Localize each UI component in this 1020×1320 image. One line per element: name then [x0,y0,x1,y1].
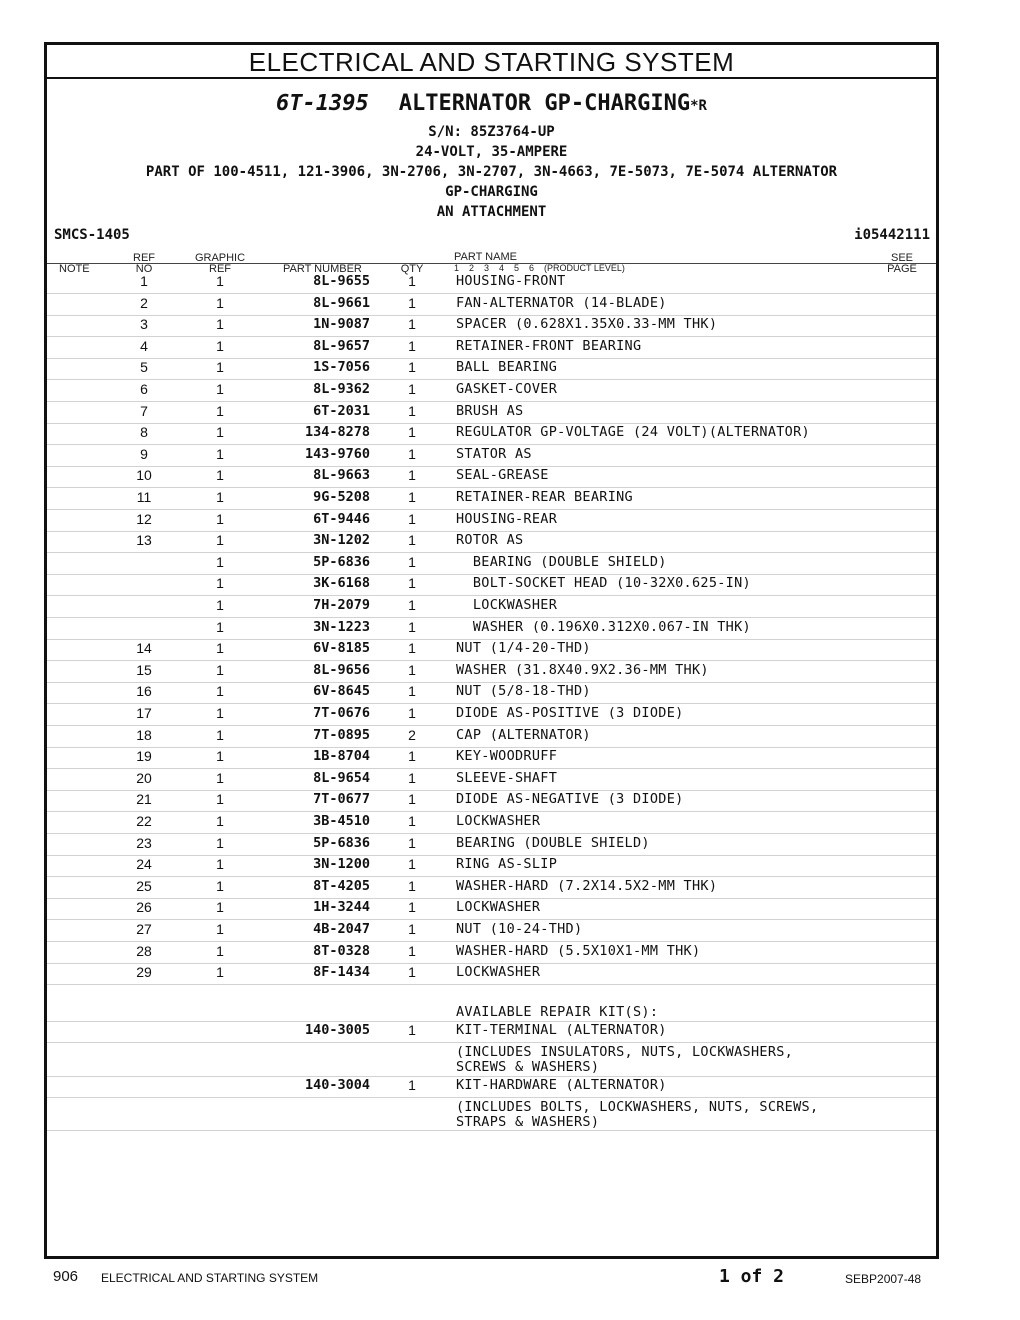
ref-number: 9 [140,445,148,462]
graphic-ref: 1 [216,424,224,441]
ref-number: 22 [136,813,152,829]
part-name: LOCKWASHER [456,964,541,981]
graphic-ref: 1 [216,748,224,765]
table-row [47,337,936,359]
serial-range: S/N: 85Z3764-UP [428,124,555,140]
graphic-ref: 1 [216,359,224,376]
attachment-note: AN ATTACHMENT [436,204,547,220]
part-number: 1N-9087 [313,316,370,333]
kit-part-number: 140-3005 [304,1022,370,1038]
part-number: 8L-9661 [313,294,370,311]
table-row [47,531,936,553]
part-name: BEARING (DOUBLE SHIELD) [456,553,667,570]
quantity: 1 [408,705,416,721]
ref-number: 1 [140,273,148,289]
section-title: ELECTRICAL AND STARTING SYSTEM [47,45,936,79]
header-rule [47,263,936,264]
kit-includes-line: (INCLUDES INSULATORS, NUTS, LOCKWASHERS, [456,1044,794,1060]
graphic-ref: 1 [216,705,224,721]
part-number: 7T-0676 [313,705,370,721]
quantity: 1 [408,964,416,981]
ref-number: 21 [136,791,152,808]
ref-number: 18 [136,726,152,743]
table-row [47,682,936,704]
quantity: 1 [408,445,416,462]
group-title-line [47,93,936,117]
part-name: SPACER (0.628X1.35X0.33-MM THK) [456,316,718,333]
part-name: SLEEVE-SHAFT [456,769,558,786]
graphic-ref: 1 [216,899,224,916]
repair-kit-row [47,1076,936,1098]
part-name: KEY-WOODRUFF [456,748,558,765]
part-name: LOCKWASHER [456,899,541,916]
graphic-ref: 1 [216,813,224,829]
repair-kit-includes [47,1043,936,1077]
kit-name: KIT-TERMINAL (ALTERNATOR) [456,1022,667,1038]
graphic-ref: 1 [216,597,224,613]
part-name: RETAINER-REAR BEARING [456,489,633,505]
ref-number: 3 [140,316,148,333]
table-row [47,596,936,618]
ref-number: 27 [136,921,152,937]
repair-kit-heading: AVAILABLE REPAIR KIT(S): [456,1004,659,1020]
part-name: NUT (5/8-18-THD) [456,683,591,700]
part-number: 143-9760 [304,445,370,462]
quantity: 1 [408,316,416,333]
kit-part-number: 140-3004 [304,1077,370,1093]
graphic-ref: 1 [216,575,224,592]
part-number: 6T-2031 [313,402,370,419]
part-name: BEARING (DOUBLE SHIELD) [456,834,650,851]
quantity: 1 [408,791,416,808]
ref-number: 7 [140,402,148,419]
quantity: 1 [408,424,416,441]
part-name: GASKET-COVER [456,381,558,397]
quantity: 1 [408,877,416,894]
part-number: 1S-7056 [313,359,370,376]
table-row [47,834,936,856]
quantity: 1 [408,553,416,570]
table-row [47,488,936,510]
table-row [47,553,936,575]
group-header [47,93,936,222]
part-name: REGULATOR GP-VOLTAGE (24 VOLT)(ALTERNATOR) [456,424,810,441]
table-row [47,661,936,683]
group-title-suffix: *R [690,98,707,114]
col-product-level: 1 2 3 4 5 6 (PRODUCT LEVEL) [454,263,625,273]
part-number: 4B-2047 [313,921,370,937]
quantity: 1 [408,337,416,354]
part-number: 3B-4510 [313,813,370,829]
col-graphic-top: GRAPHIC [194,252,246,264]
ref-number: 16 [136,683,152,700]
graphic-ref: 1 [216,791,224,808]
quantity: 1 [408,618,416,635]
part-number: 1H-3244 [313,899,370,916]
quantity: 1 [408,683,416,700]
part-name: WASHER-HARD (7.2X14.5X2-MM THK) [456,877,718,894]
table-row [47,294,936,316]
part-number: 7T-0895 [313,726,370,743]
table-row [47,769,936,791]
graphic-ref: 1 [216,316,224,333]
ref-number: 26 [136,899,152,916]
table-row [47,726,936,748]
quantity: 1 [408,532,416,549]
ref-number: 28 [136,942,152,959]
ref-number: 8 [140,424,148,441]
part-number: 6V-8185 [313,640,370,657]
kit-qty: 1 [408,1077,416,1093]
quantity: 2 [408,726,416,743]
page-number: 906 [53,1268,79,1285]
part-name: ROTOR AS [456,532,524,549]
table-row [47,639,936,661]
part-of-list: PART OF 100-4511, 121-3906, 3N-2706, 3N-2707, 3N-4663, 7E-5073, 7E-5074 ALTERNATOR [145,164,838,180]
table-row [47,574,936,596]
part-number: 8T-4205 [313,877,370,894]
col-ref-bottom: NO [135,263,153,275]
part-name: BRUSH AS [456,402,524,419]
quantity: 1 [408,921,416,937]
table-row [47,315,936,337]
part-number: 8L-9657 [313,337,370,354]
ref-number: 24 [136,856,152,873]
quantity: 1 [408,813,416,829]
col-note: NOTE [59,263,90,275]
graphic-ref: 1 [216,381,224,397]
graphic-ref: 1 [216,618,224,635]
part-name: STATOR AS [456,445,532,462]
part-name: RING AS-SLIP [456,856,558,873]
table-row [47,402,936,424]
part-number: 134-8278 [304,424,370,441]
col-part-number: PART NUMBER [283,263,362,275]
sheet-indicator: 1 of 2 [719,1266,785,1287]
graphic-ref: 1 [216,640,224,657]
part-of-list-continued: GP-CHARGING [445,184,538,200]
ref-number: 14 [136,640,152,657]
quantity: 1 [408,899,416,916]
table-row [47,380,936,402]
table-row [47,855,936,877]
ref-number: 11 [136,489,152,505]
graphic-ref: 1 [216,661,224,678]
table-row [47,618,936,640]
quantity: 1 [408,359,416,376]
graphic-ref: 1 [216,683,224,700]
table-row [47,423,936,445]
table-row [47,510,936,532]
part-number: 7H-2079 [313,597,370,613]
quantity: 1 [408,402,416,419]
kit-includes-line: (INCLUDES BOLTS, LOCKWASHERS, NUTS, SCREWS, [456,1099,819,1115]
part-number: 8L-9654 [313,769,370,786]
table-row [47,812,936,834]
graphic-ref: 1 [216,467,224,484]
graphic-ref: 1 [216,726,224,743]
col-see-top: SEE [890,252,913,264]
part-number: 9G-5208 [313,489,370,505]
part-number: 5P-6836 [313,553,370,570]
table-row [47,747,936,769]
part-number: 1B-8704 [313,748,370,765]
ref-number: 2 [140,294,148,311]
table-row [47,466,936,488]
table-row [47,445,936,467]
graphic-ref: 1 [216,769,224,786]
quantity: 1 [408,834,416,851]
part-name: WASHER-HARD (5.5X10X1-MM THK) [456,942,701,959]
ref-number: 12 [136,510,152,527]
table-row [47,963,936,985]
repair-kit-heading-row [47,989,936,1022]
quantity: 1 [408,467,416,484]
quantity: 1 [408,640,416,657]
graphic-ref: 1 [216,445,224,462]
part-number: 8L-9663 [313,467,370,484]
kit-qty: 1 [408,1022,416,1038]
graphic-ref: 1 [216,877,224,894]
group-part-number: 6T-1395 [276,91,369,116]
part-number: 3N-1200 [313,856,370,873]
rating: 24-VOLT, 35-AMPERE [415,144,568,160]
ref-number: 23 [136,834,152,851]
part-name: FAN-ALTERNATOR (14-BLADE) [456,294,667,311]
part-number: 8F-1434 [313,964,370,981]
part-number: 8L-9655 [313,273,370,289]
part-number: 8T-0328 [313,942,370,959]
quantity: 1 [408,381,416,397]
part-name: DIODE AS-POSITIVE (3 DIODE) [456,705,684,721]
quantity: 1 [408,942,416,959]
ref-number: 6 [140,381,148,397]
table-row [47,942,936,964]
quantity: 1 [408,273,416,289]
graphic-ref: 1 [216,510,224,527]
quantity: 1 [408,489,416,505]
parts-page-frame [44,42,939,1259]
part-name: WASHER (31.8X40.9X2.36-MM THK) [456,661,709,678]
part-name: BOLT-SOCKET HEAD (10-32X0.625-IN) [456,575,751,592]
ref-number: 29 [136,964,152,981]
ref-number: 5 [140,359,148,376]
ref-number: 25 [136,877,152,894]
part-name: NUT (1/4-20-THD) [456,640,591,657]
smcs-code: SMCS-1405 [54,227,130,243]
col-qty: QTY [400,263,424,275]
graphic-ref: 1 [216,856,224,873]
graphic-ref: 1 [216,921,224,937]
group-title: ALTERNATOR GP-CHARGING [398,91,691,116]
graphic-ref: 1 [216,834,224,851]
table-row [47,920,936,942]
part-number: 8L-9656 [313,661,370,678]
quantity: 1 [408,510,416,527]
graphic-ref: 1 [216,489,224,505]
col-graphic-bottom: REF [209,263,231,275]
quantity: 1 [408,575,416,592]
repair-kit-includes [47,1098,936,1131]
part-name: HOUSING-FRONT [456,273,566,289]
table-row [47,877,936,899]
quantity: 1 [408,294,416,311]
part-name: HOUSING-REAR [456,510,558,527]
part-number: 6V-8645 [313,683,370,700]
part-name: CAP (ALTERNATOR) [456,726,591,743]
part-name: RETAINER-FRONT BEARING [456,337,642,354]
footer-section: ELECTRICAL AND STARTING SYSTEM [101,1271,319,1285]
table-row [47,790,936,812]
graphic-ref: 1 [216,273,224,289]
quantity: 1 [408,856,416,873]
part-name: LOCKWASHER [456,597,558,613]
repair-kit-row [47,1021,936,1043]
part-number: 8L-9362 [313,381,370,397]
part-number: 3N-1223 [313,618,370,635]
part-number: 7T-0677 [313,791,370,808]
graphic-ref: 1 [216,337,224,354]
part-number: 5P-6836 [313,834,370,851]
quantity: 1 [408,748,416,765]
quantity: 1 [408,661,416,678]
ref-number: 4 [140,337,148,354]
ref-number: 20 [136,769,152,786]
ref-number: 19 [136,748,152,765]
graphic-ref: 1 [216,402,224,419]
part-number: 6T-9446 [313,510,370,527]
kit-includes-line: SCREWS & WASHERS) [456,1059,600,1075]
ref-number: 15 [136,661,152,678]
kit-includes-line: STRAPS & WASHERS) [456,1114,600,1130]
part-name: LOCKWASHER [456,813,541,829]
col-part-name: PART NAME [454,251,517,263]
document-id: SEBP2007-48 [845,1272,922,1286]
quantity: 1 [408,597,416,613]
table-row [47,704,936,726]
part-name: DIODE AS-NEGATIVE (3 DIODE) [456,791,684,808]
quantity: 1 [408,769,416,786]
part-name: WASHER (0.196X0.312X0.067-IN THK) [456,618,751,635]
ref-number: 17 [136,705,152,721]
kit-name: KIT-HARDWARE (ALTERNATOR) [456,1077,667,1093]
table-row [47,272,936,294]
part-number: 3N-1202 [313,532,370,549]
part-name: SEAL-GREASE [456,467,549,484]
graphic-ref: 1 [216,942,224,959]
ref-number: 13 [136,532,152,549]
graphic-ref: 1 [216,532,224,549]
table-row [47,358,936,380]
part-name: BALL BEARING [456,359,558,376]
part-name: NUT (10-24-THD) [456,921,583,937]
part-number: 3K-6168 [313,575,370,592]
graphic-ref: 1 [216,553,224,570]
illustration-id: i05442111 [854,227,930,243]
table-row [47,898,936,920]
graphic-ref: 1 [216,964,224,981]
col-see-bottom: PAGE [887,263,917,275]
ref-number: 10 [136,467,152,484]
col-ref-top: REF [133,252,155,264]
graphic-ref: 1 [216,294,224,311]
